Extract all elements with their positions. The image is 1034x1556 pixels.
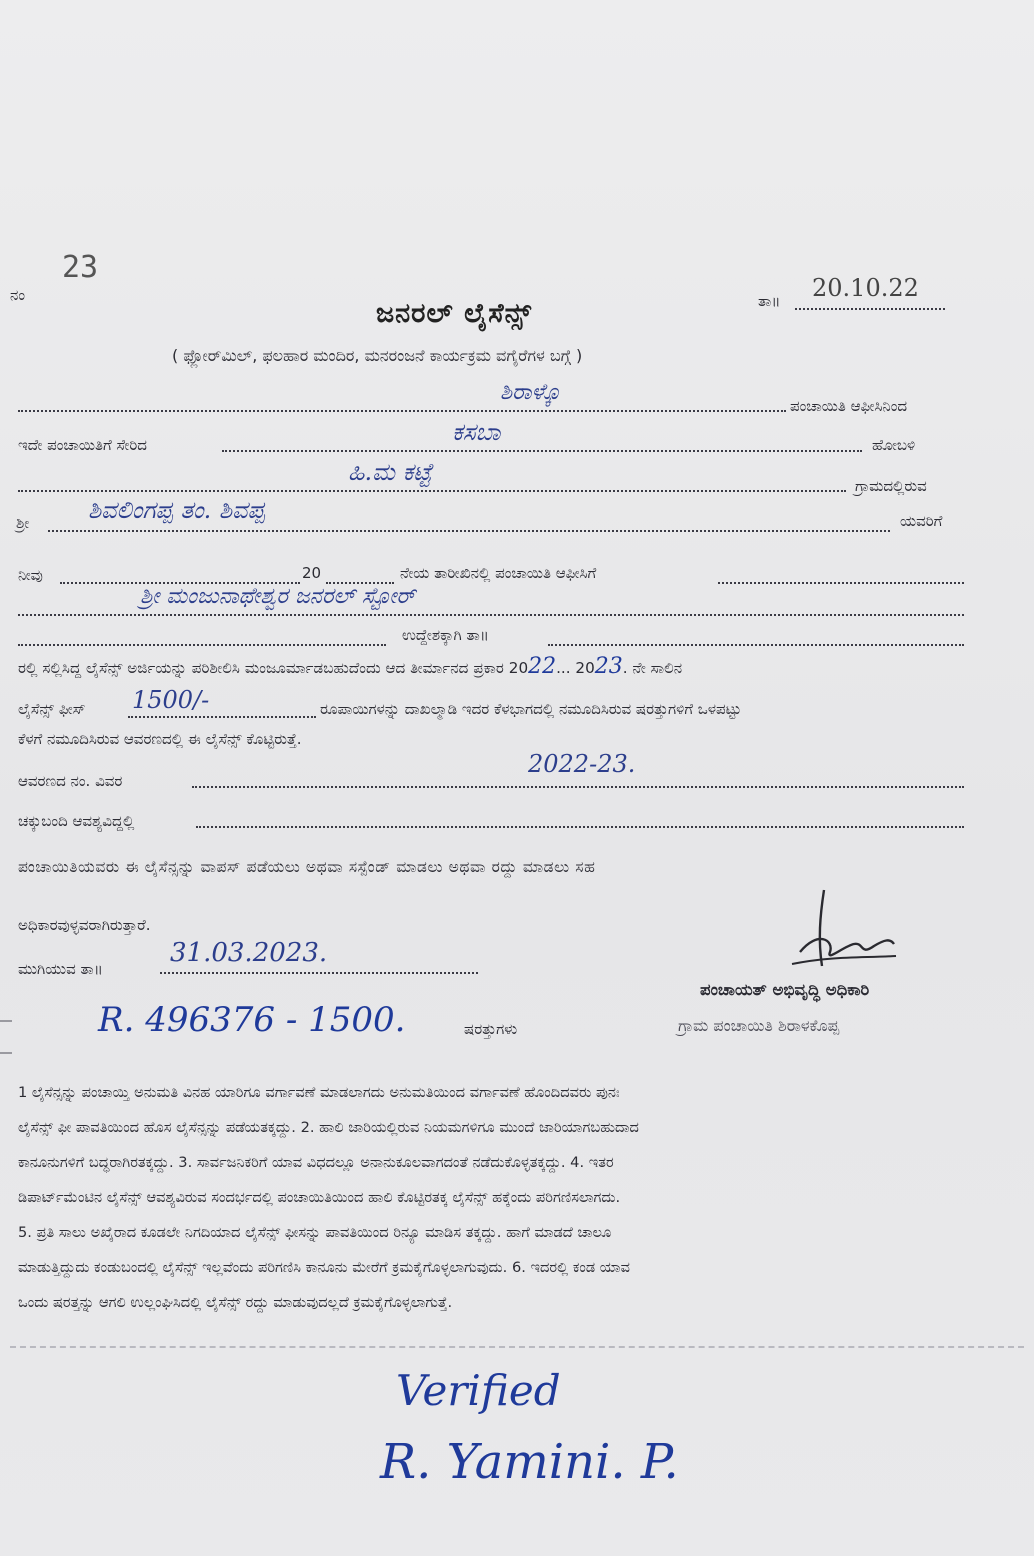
year-from: 22	[528, 654, 557, 679]
condition-line: ಲೈಸೆನ್ಸ್ ಫೀ ಪಾವತಿಯಿಂದ ಹೊಸ ಲೈಸೆನ್ಸನ್ನು ಪಡೆಯತಕ್ಕದ್ದು. 2. ಹಾಲಿ ಜಾರಿಯಲ್ಲಿರುವ ನಿಯಮಗಳಿಗೂ ಮುಂದೆ ಜಾರಿಯಾಗಬಹುದಾದ	[18, 1119, 639, 1136]
condition-line: 5. ಪ್ರತಿ ಸಾಲು ಅಖೈರಾದ ಕೂಡಲೇ ನಿಗದಿಯಾದ ಲೈಸೆನ್ಸ್ ಫೀಸನ್ನು ಪಾವತಿಯಿಂದ ರಿನ್ಯೂ ಮಾಡಿಸ ತಕ್ಕದ್ದು. ಹಾಗೆ ಮಾಡದೆ ಚಾಲೂ	[18, 1224, 612, 1241]
decision-text: ರಲ್ಲಿ ಸಲ್ಲಿಸಿದ್ದ ಲೈಸೆನ್ಸ್ ಅರ್ಜಿಯನ್ನು ಪರಿಶೀಲಿಸಿ ಮಂಜೂರ್ಮಾಡಬಹುದೆಂದು ಆದ ತೀರ್ಮಾನದ ಪ್ರಕಾರ 20	[18, 659, 529, 677]
condition-line: ಮಾಡುತ್ತಿದ್ದುದು ಕಂಡುಬಂದಲ್ಲಿ ಲೈಸೆನ್ಸ್ ಇಲ್ಲವೆಂದು ಪರಿಗಣಿಸಿ ಕಾನೂನು ಮೇರೆಗೆ ಕ್ರಮಕೈಗೊಳ್ಳಲಾಗುವುದು. 6. ಇದರಲ್ಲಿ ಕಂಡ ಯಾವ	[18, 1259, 630, 1276]
expiry-dotted-line	[160, 972, 478, 974]
document-number: 23	[62, 250, 99, 285]
village-label: ಗ್ರಾಮದಲ್ಲಿರುವ	[855, 477, 927, 495]
date-dotted-line	[795, 308, 945, 310]
village-value: ಹಿ.ಮ ಕಟ್ಟೆ	[348, 458, 432, 486]
decision-line	[18, 654, 682, 679]
purpose-tail-line	[548, 644, 964, 646]
purpose-value: ಶ್ರೀ ಮಂಜುನಾಥೇಶ್ವರ ಜನರಲ್ ಸ್ಟೋರ್	[140, 584, 416, 609]
condition-line: ಕಾನೂನುಗಳಿಗೆ ಬದ್ಧರಾಗಿರತಕ್ಕದ್ದು. 3. ಸಾರ್ವಜನಿಕರಿಗೆ ಯಾವ ವಿಧದಲ್ಲೂ ಅನಾನುಕೂಲವಾಗದಂತೆ ನಡೆದುಕೊಳ್ಳತಕ್ಕದ್ದು. 4. ಇತರ	[18, 1154, 614, 1171]
panchayat-office-value: ಶಿರಾಳ್ಕೊ	[500, 380, 561, 405]
number-label: ನಂ	[10, 286, 25, 304]
belonging-label: ಇದೇ ಪಂಚಾಯಿತಿಗೆ ಸೇರಿದ	[18, 436, 147, 454]
decision-mid: ... 20	[556, 659, 595, 677]
fee-value: 1500/-	[132, 686, 210, 714]
hobli-label: ಹೋಬಳಿ	[872, 436, 916, 454]
premises-label: ಆವರಣದ ನಂ. ವಿವರ	[18, 772, 123, 790]
authority-line-1: ಪಂಚಾಯಿತಿಯವರು ಈ ಲೈಸೆನ್ಸನ್ನು ವಾಪಸ್ ಪಡೆಯಲು ಅಥವಾ ಸಸ್ಪೆಂಡ್ ಮಾಡಲು ಅಥವಾ ರದ್ದು ಮಾಡಲು ಸಹ	[18, 858, 596, 876]
office-blank-line	[718, 582, 964, 584]
decision-end: . ನೇ ಸಾಲಿನ	[622, 659, 683, 677]
purpose-blank-line	[18, 644, 386, 646]
fee-dotted-line	[128, 716, 316, 718]
expiry-date: 31.03.2023.	[170, 938, 328, 968]
fee-label: ಲೈಸೆನ್ಸ್ ಫೀಸ್	[18, 700, 86, 718]
hobli-value: ಕಸಬಾ	[452, 418, 501, 446]
licensee-name: ಶಿವಲಿಂಗಪ್ಪ ತಂ. ಶಿವಪ್ಪ	[88, 496, 265, 524]
neeva-label: ನೀವು	[18, 566, 43, 584]
officer-stamp-text: ಗ್ರಾಮ ಪಂಚಾಯಿತಿ ಶಿರಾಳಕೊಪ್ಪ	[678, 1016, 840, 1035]
authority-line-2: ಅಧಿಕಾರವುಳ್ಳವರಾಗಿರುತ್ತಾರೆ.	[18, 916, 151, 934]
shri-label: ಶ್ರೀ	[16, 514, 30, 532]
purpose-dotted-line	[18, 614, 964, 616]
paper-edge-mark	[0, 1052, 12, 1064]
boundary-label: ಚಕ್ಕುಬಂದಿ ಆವಶ್ಯವಿದ್ದಲ್ಲಿ	[18, 812, 135, 830]
issue-date: 20.10.22	[812, 274, 919, 302]
condition-line: ಒಂದು ಷರತ್ತನ್ನು ಆಗಲಿ ಉಲ್ಲಂಘಿಸಿದಲ್ಲಿ ಲೈಸೆನ್ಸ್ ರದ್ದು ಮಾಡುವುದಲ್ಲದೆ ಕ್ರಮಕೈಗೊಳ್ಳಲಾಗುತ್ತೆ.	[18, 1294, 453, 1311]
officer-signature	[772, 886, 902, 976]
premises-value: 2022-23.	[528, 750, 636, 778]
name-suffix: ಯವರಿಗೆ	[900, 512, 943, 530]
year-prefix: 20	[302, 564, 322, 582]
purpose-label: ಉದ್ದೇಶಕ್ಕಾಗಿ ತಾ॥	[402, 626, 489, 644]
officer-designation: ಪಂಚಾಯತ್ ಅಭಿವೃದ್ಧಿ ಅಧಿಕಾರಿ	[700, 980, 870, 999]
expiry-label: ಮುಗಿಯುವ ತಾ॥	[18, 960, 103, 978]
condition-line: ಡಿಪಾರ್ಟ್‌ಮೆಂಟಿನ ಲೈಸೆನ್ಸ್ ಆವಶ್ಯವಿರುವ ಸಂದರ್ಭದಲ್ಲಿ ಪಂಚಾಯಿತಿಯಿಂದ ಹಾಲಿ ಕೊಟ್ಟಿರತಕ್ಕ ಲೈಸೆನ್ಸ್ ಹಕ್ಕೆಂದು ಪರಿಗಣಿಸಲಾಗದು.	[18, 1189, 621, 1206]
boundary-dotted-line	[196, 826, 964, 828]
page-fold-line	[10, 1346, 1024, 1348]
document-title: ಜನರಲ್ ಲೈಸೆನ್ಸ್	[376, 298, 532, 329]
conditions-heading: ಷರತ್ತುಗಳು	[464, 1020, 518, 1038]
date-label: ತಾ॥	[758, 292, 781, 310]
village-dotted-line	[18, 490, 846, 492]
premises-intro: ಕೆಳಗೆ ನಮೂದಿಸಿರುವ ಆವರಣದಲ್ಲಿ ಈ ಲೈಸೆನ್ಸ್ ಕೊಟ್ಟಿರುತ್ತೆ.	[18, 730, 302, 748]
hobli-dotted-line	[222, 450, 862, 452]
year-to: 23	[594, 654, 623, 679]
receipt-note: R. 496376 - 1500.	[98, 1000, 406, 1040]
document-subtitle: ( ಫ್ಲೋರ್‌ಮಿಲ್, ಫಲಹಾರ ಮಂದಿರ, ಮನರಂಜನೆ ಕಾರ್ಯಕ್ರಮ ವಗೈರೆಗಳ ಬಗ್ಗೆ )	[172, 346, 583, 365]
premises-dotted-line	[192, 786, 964, 788]
verified-text: Verified	[396, 1366, 561, 1415]
panchayat-office-label: ಪಂಚಾಯಿತಿ ಆಫೀಸಿನಿಂದ	[790, 397, 908, 415]
name-dotted-line	[48, 530, 890, 532]
fee-text: ರೂಪಾಯಿಗಳನ್ನು ದಾಖಲ್ಮಾಡಿ ಇದರ ಕೆಳಭಾಗದಲ್ಲಿ ನಮೂದಿಸಿರುವ ಷರತ್ತುಗಳಿಗೆ ಒಳಪಟ್ಟು	[320, 700, 742, 718]
panchayat-dotted-line	[18, 410, 786, 412]
condition-line: 1 ಲೈಸೆನ್ಸನ್ನು ಪಂಚಾಯ್ತಿ ಅನುಮತಿ ವಿನಹ ಯಾರಿಗೂ ವರ್ಗಾವಣೆ ಮಾಡಲಾಗದು ಅನುಮತಿಯಿಂದ ವರ್ಗಾವಣೆ ಹೊಂದಿದವರು ಪುನಃ	[18, 1084, 620, 1101]
verifier-signature: R. Yamini. P.	[380, 1434, 679, 1490]
paper-edge-mark	[0, 1020, 12, 1032]
date-line-text: ನೇಯ ತಾರೀಖಿನಲ್ಲಿ ಪಂಚಾಯಿತಿ ಆಫೀಸಿಗೆ	[400, 564, 597, 582]
